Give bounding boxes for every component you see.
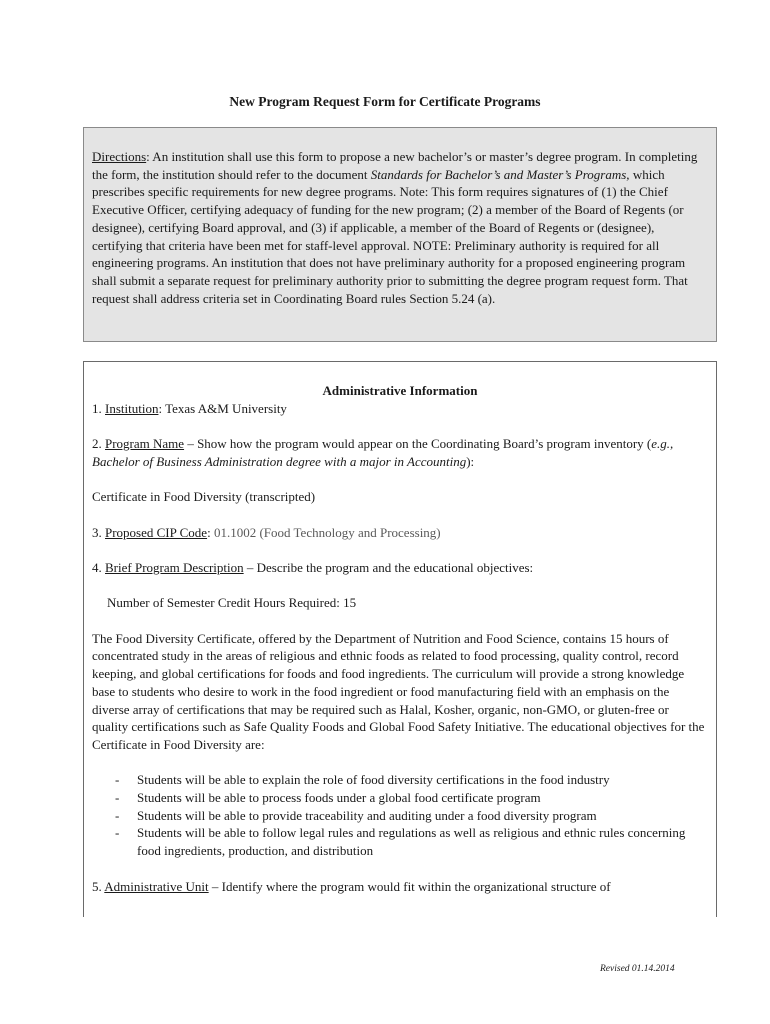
directions-box bbox=[83, 127, 717, 342]
item-number: 4. bbox=[92, 559, 105, 575]
bullet-dash: - bbox=[115, 807, 120, 823]
program-name-label: Program Name bbox=[105, 436, 185, 452]
revised-date: Revised 01.14.2014 bbox=[600, 964, 675, 974]
program-name-line bbox=[92, 435, 708, 470]
program-name-instructions: – Show how the program would appear on the Coordinating Board’s program inventory ( bbox=[184, 436, 652, 452]
admin-unit-label: Administrative Unit bbox=[104, 878, 209, 894]
program-name-example: e.g., Bachelor of Business Administration degree with a major in Accounting bbox=[92, 436, 674, 469]
directions-text-1: : An institution shall use this form to propose a new bachelor’s or master’s degree program. In completing the form, the institution should refer to the document bbox=[92, 149, 698, 182]
objective-text: Students will be able to provide traceability and auditing under a food diversity program bbox=[137, 807, 597, 823]
standards-doc-title: Standards for Bachelor’s and Master’s Programs, bbox=[370, 166, 630, 182]
directions-paragraph bbox=[92, 148, 708, 307]
description-instructions: – Describe the program and the educational objectives: bbox=[243, 559, 534, 575]
credit-hours: Number of Semester Credit Hours Required: 15 bbox=[107, 595, 357, 611]
objective-text: Students will be able to process foods under a global food certificate program bbox=[137, 790, 541, 806]
bullet-dash: - bbox=[115, 825, 120, 841]
administrative-information-box bbox=[83, 361, 717, 917]
institution-line bbox=[92, 400, 708, 418]
admin-unit-instructions: – Identify where the program would fit within the organizational structure of bbox=[208, 878, 611, 894]
list-item bbox=[92, 771, 708, 789]
program-name-value: Certificate in Food Diversity (transcripted) bbox=[92, 489, 316, 505]
directions-text-2: which prescribes specific requirements for new degree programs. Note: This form requires signatures of (1) the Chief Executive Officer, certifying adequacy of funding for the new program; (2) a member of the Board of Regents (or designee), certifying Board approval, and (3) if applicable, a member of the Board of Regents or (designee), certifying that criteria have been met for staff-level approval. NOTE: Preliminary authority is required for all engineering programs. An institution that does not have preliminary authority for a proposed engineering program shall submit a separate request for preliminary authority prior to submitting the degree program request form. That request shall address criteria set in Coordinating Board rules Section 5.24 (a). bbox=[92, 166, 688, 306]
institution-value: : Texas A&M University bbox=[158, 400, 287, 416]
list-item bbox=[92, 824, 708, 859]
description-line bbox=[92, 559, 708, 577]
list-item bbox=[92, 807, 708, 825]
list-item bbox=[92, 789, 708, 807]
description-body: The Food Diversity Certificate, offered by the Department of Nutrition and Food Science, contains 15 hours of concentrated study in the areas of religious and ethnic foods as related to food processing, quality control, record keeping, and global certifications for foods and food ingredients. The curriculum will provide a strong knowledge base to students who desire to work in the food ingredient or food manufacturing field with an emphasis on the diverse array of certifications that may be required such as Halal, Kosher, organic, non-GMO, or gluten-free or quality certifications such as Safe Quality Foods and Global Food Safety Initiative. The educational objectives for the Certificate in Food Diversity are: bbox=[92, 630, 705, 752]
bullet-dash: - bbox=[115, 772, 120, 788]
directions-label: Directions bbox=[92, 149, 147, 164]
item-number: 2. bbox=[92, 436, 105, 452]
cip-code-label: Proposed CIP Code bbox=[105, 524, 208, 540]
description-label: Brief Program Description bbox=[105, 559, 244, 575]
item-number: 1. bbox=[92, 400, 105, 416]
objective-text: Students will be able to follow legal rules and regulations as well as religious and ethnic rules concerning food ingredients, production, and distribution bbox=[137, 825, 686, 859]
page-title: New Program Request Form for Certificate Programs bbox=[229, 94, 541, 109]
cip-code-value: 01.1002 (Food Technology and Processing) bbox=[213, 524, 441, 540]
objective-text: Students will be able to explain the role of food diversity certifications in the food industry bbox=[137, 772, 610, 788]
admin-unit-line bbox=[92, 878, 708, 896]
item-number: 5. bbox=[92, 878, 105, 894]
bullet-dash: - bbox=[115, 790, 120, 806]
institution-label: Institution bbox=[105, 400, 159, 416]
cip-code-line bbox=[92, 524, 708, 542]
cip-code-colon: : bbox=[207, 524, 214, 540]
objectives-list bbox=[92, 771, 708, 860]
admin-heading: Administrative Information bbox=[322, 383, 478, 398]
program-name-end: ): bbox=[466, 453, 475, 469]
item-number: 3. bbox=[92, 524, 105, 540]
